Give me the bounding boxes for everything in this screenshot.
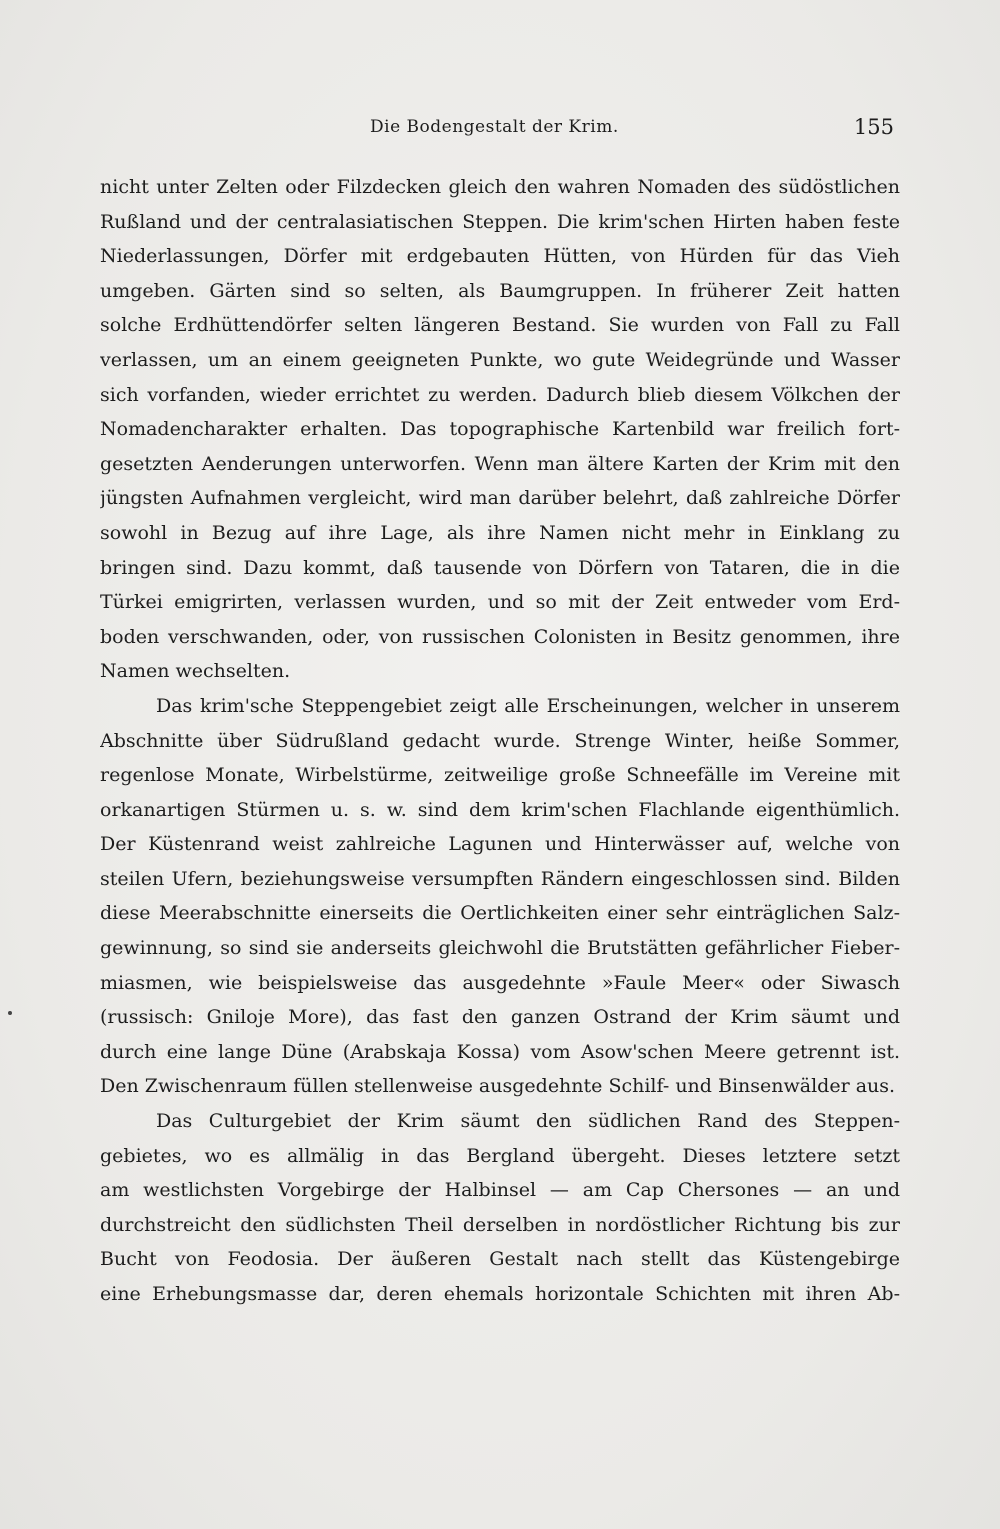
running-title: Die Bodengestalt der Krim.	[370, 117, 619, 137]
text-line: eine Erhebungsmasse dar, deren ehemals horizontale Schichten mit ihren Ab-	[100, 1283, 900, 1305]
text-line: Das krim'sche Steppengebiet zeigt alle Erscheinungen, welcher in unserem	[156, 694, 900, 717]
text-line: bringen sind. Dazu kommt, daß tausende von Dörfern von Tataren, die in die	[100, 556, 900, 579]
text-line: nicht unter Zelten oder Filzdecken gleich den wahren Nomaden des südöstlichen	[100, 176, 900, 198]
text-line: durchstreicht den südlichsten Theil derselben in nordöstlicher Richtung bis zur	[100, 1213, 900, 1236]
paragraph-3	[100, 1104, 900, 1312]
text-line: miasmen, wie beispielsweise das ausgedehnte »Faule Meer« oder Siwasch	[100, 971, 900, 994]
text-line: (russisch: Gniloje More), das fast den ganzen Ostrand der Krim säumt und	[100, 1006, 900, 1029]
text-line: regenlose Monate, Wirbelstürme, zeitweilige große Schneefälle im Vereine mit	[100, 764, 900, 787]
text-line: Türkei emigrirten, verlassen wurden, und so mit der Zeit entweder vom Erd-	[100, 591, 900, 614]
text-line: umgeben. Gärten sind so selten, als Baumgruppen. In früherer Zeit hatten	[100, 279, 900, 302]
text-line: Niederlassungen, Dörfer mit erdgebauten Hütten, von Hürden für das Vieh	[100, 245, 900, 268]
text-line: gesetzten Aenderungen unterworfen. Wenn man ältere Karten der Krim mit den	[100, 452, 900, 475]
text-line: Nomadencharakter erhalten. Das topographische Kartenbild war freilich fort-	[100, 418, 900, 441]
text-line: solche Erdhüttendörfer selten längeren Bestand. Sie wurden von Fall zu Fall	[100, 314, 900, 337]
paragraph-1	[100, 170, 900, 689]
text-line: sowohl in Bezug auf ihre Lage, als ihre Namen nicht mehr in Einklang zu	[100, 521, 900, 544]
body-text	[100, 170, 900, 1312]
text-line: Rußland und der centralasiatischen Steppen. Die krim'schen Hirten haben feste	[100, 210, 900, 233]
page-number: 155	[853, 115, 894, 139]
text-line: Namen wechselten.	[100, 660, 291, 683]
page-header	[100, 112, 900, 142]
text-line: gebietes, wo es allmälig in das Bergland übergeht. Dieses letztere setzt	[100, 1144, 900, 1167]
text-line: jüngsten Aufnahmen vergleicht, wird man darüber belehrt, daß zahlreiche Dörfer	[100, 487, 900, 510]
text-line: orkanartigen Stürmen u. s. w. sind dem krim'schen Flachlande eigenthümlich.	[100, 798, 900, 821]
text-line: Den Zwischenraum füllen stellenweise ausgedehnte Schilf- und Binsenwälder aus.	[100, 1075, 896, 1098]
text-line: Bucht von Feodosia. Der äußeren Gestalt nach stellt das Küstengebirge	[100, 1248, 900, 1271]
text-line: Der Küstenrand weist zahlreiche Lagunen und Hinterwässer auf, welche von	[100, 833, 900, 856]
text-line: gewinnung, so sind sie anderseits gleichwohl die Brutstätten gefährlicher Fieber-	[100, 937, 900, 960]
text-line: durch eine lange Düne (Arabskaja Kossa) vom Asow'schen Meere getrennt ist.	[100, 1040, 900, 1063]
paragraph-2	[100, 689, 900, 1104]
text-line: boden verschwanden, oder, von russischen Colonisten in Besitz genommen, ihre	[100, 625, 900, 648]
text-line: verlassen, um an einem geeigneten Punkte, wo gute Weidegründe und Wasser	[100, 348, 900, 371]
text-line: Das Culturgebiet der Krim säumt den südlichen Rand des Steppen-	[156, 1110, 900, 1133]
text-line: am westlichsten Vorgebirge der Halbinsel — am Cap Chersones — an und	[100, 1179, 900, 1202]
ink-speck	[8, 1011, 12, 1015]
text-line: steilen Ufern, beziehungsweise versumpften Rändern eingeschlossen sind. Bilden	[100, 867, 900, 890]
text-line: Abschnitte über Südrußland gedacht wurde. Strenge Winter, heiße Sommer,	[100, 729, 900, 752]
text-line: diese Meerabschnitte einerseits die Oertlichkeiten einer sehr einträglichen Salz-	[100, 902, 900, 925]
text-line: sich vorfanden, wieder errichtet zu werden. Dadurch blieb diesem Völkchen der	[100, 383, 900, 406]
